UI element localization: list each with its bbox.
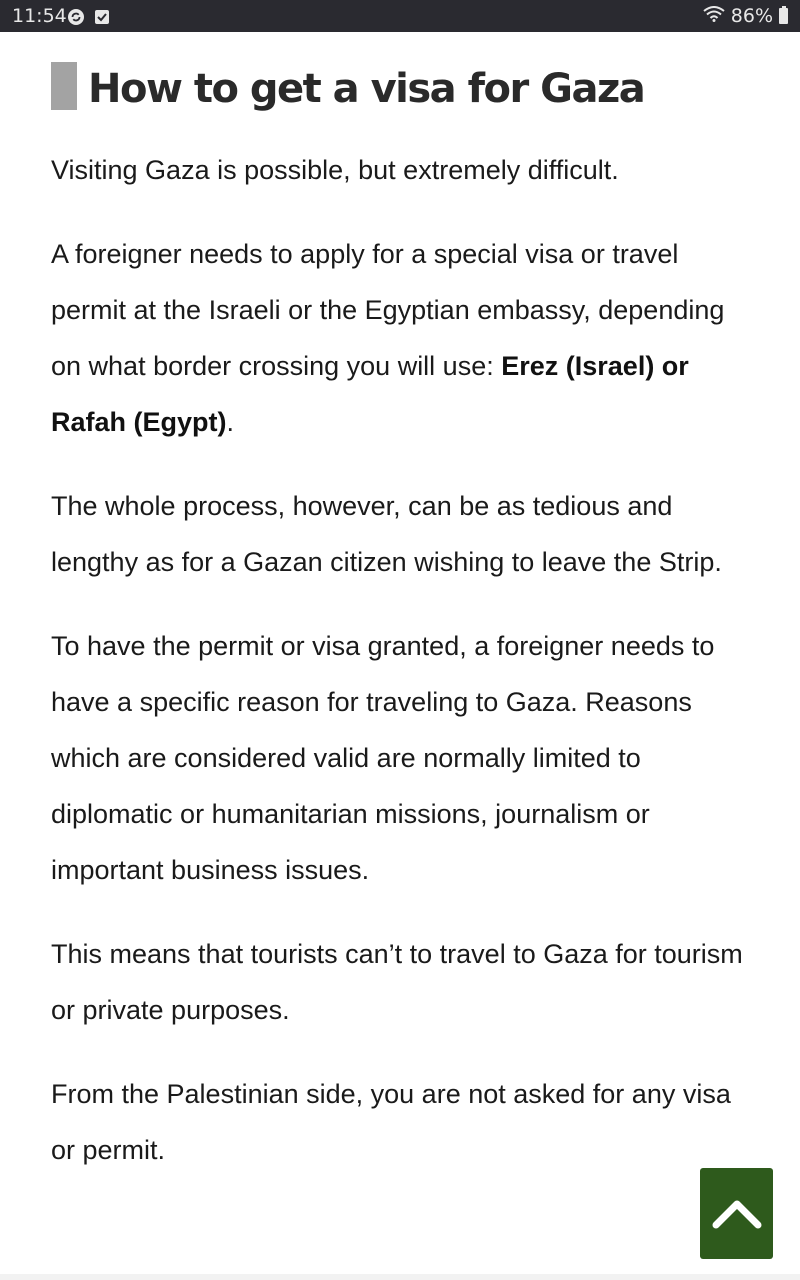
paragraph-4: To have the permit or visa granted, a foreigner needs to have a specific reason for traveling to Gaza. Reasons which are considered valid are normally limited to diplomatic or humanitarian missions, journalism or important business issues. bbox=[51, 631, 715, 885]
paragraph-2 bbox=[51, 226, 751, 450]
paragraph-5: This means that tourists can’t to travel to Gaza for tourism or private purposes. bbox=[51, 939, 743, 1025]
paragraph-2-end: . bbox=[226, 407, 235, 437]
border-crossings-emphasis: Erez (Israel) or Rafah (Egypt) bbox=[51, 351, 689, 437]
heading-marker bbox=[51, 62, 77, 110]
article-heading bbox=[51, 60, 751, 114]
sync-icon bbox=[68, 8, 84, 24]
page-bottom-divider bbox=[0, 1274, 800, 1280]
status-bar bbox=[0, 0, 800, 32]
page-title: How to get a visa for Gaza bbox=[88, 66, 645, 112]
paragraph-1: Visiting Gaza is possible, but extremely difficult. bbox=[51, 155, 619, 185]
paragraph-3: The whole process, however, can be as tedious and lengthy as for a Gazan citizen wishing to leave the Strip. bbox=[51, 491, 722, 577]
checkbox-notification-icon bbox=[94, 8, 110, 24]
paragraph-2-text: A foreigner needs to apply for a special visa or travel permit at the Israeli or the Egyptian embassy, depending on what border crossing you will use: bbox=[51, 239, 725, 381]
chevron-up-icon bbox=[712, 1198, 762, 1230]
article-content bbox=[51, 60, 751, 1206]
paragraph-6: From the Palestinian side, you are not asked for any visa or permit. bbox=[51, 1079, 731, 1165]
battery-icon bbox=[779, 8, 788, 24]
wifi-icon bbox=[703, 5, 725, 27]
battery-percent: 86% bbox=[730, 5, 773, 27]
status-time: 11:54 bbox=[12, 5, 67, 27]
scroll-to-top-button[interactable] bbox=[700, 1168, 773, 1259]
